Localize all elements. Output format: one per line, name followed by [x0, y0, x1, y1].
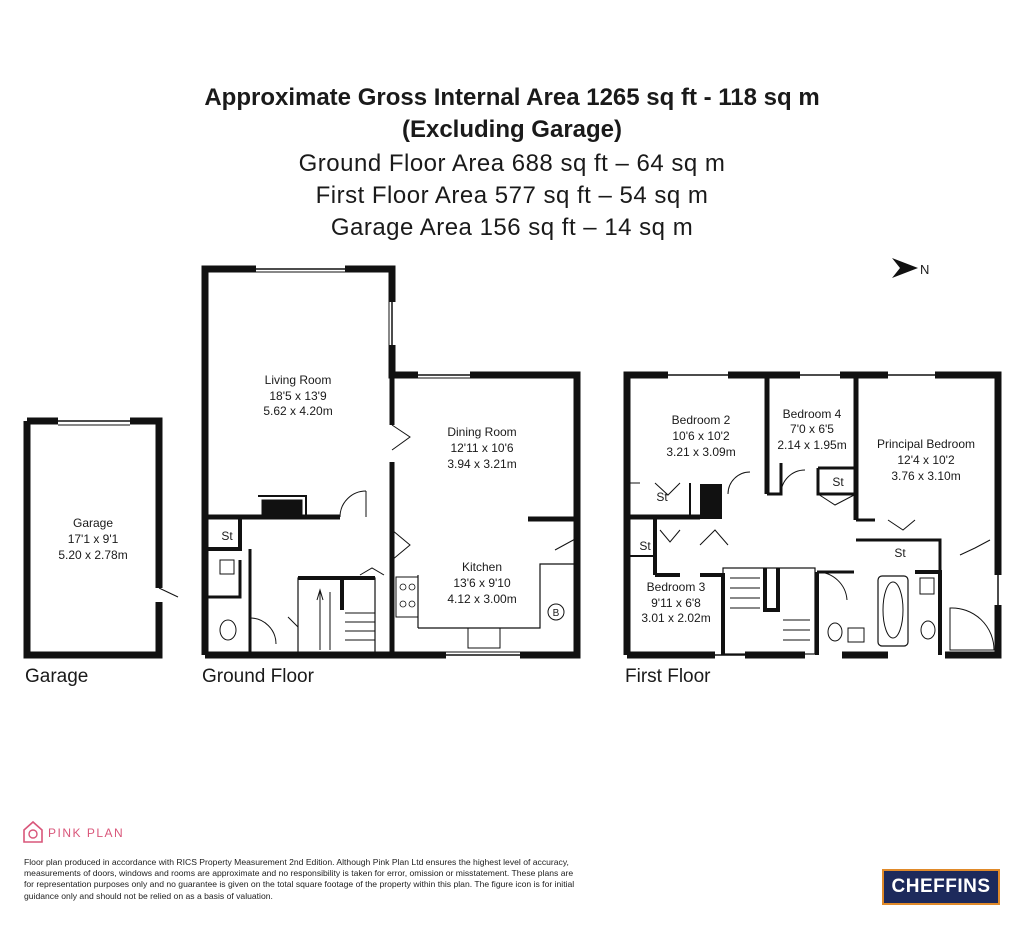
bedroom4-name: Bedroom 4 — [782, 407, 842, 421]
excluding-garage-note: (Excluding Garage) — [401, 116, 623, 143]
bedroom2-name: Bedroom 2 — [671, 413, 731, 427]
garage-area: Garage Area 156 sq ft – 14 sq m — [330, 214, 694, 241]
bedroom4-metric: 2.14 x 1.95m — [777, 438, 847, 452]
storage-label-ground: St — [221, 529, 233, 543]
storage-label-bed3: St — [639, 539, 651, 553]
garage-floor-label: Garage — [25, 666, 89, 687]
storage-label-bed4: St — [832, 475, 844, 489]
ground-floor-label: Ground Floor — [202, 666, 314, 687]
room-labels — [58, 373, 975, 625]
gross-area-title: Approximate Gross Internal Area 1265 sq ft - 118 sq m — [204, 84, 820, 111]
dining-room-metric: 3.94 x 3.21m — [447, 457, 517, 471]
principal-bedroom-imperial: 12'4 x 10'2 — [897, 453, 955, 467]
kitchen-name: Kitchen — [461, 560, 503, 574]
dining-room-imperial: 12'11 x 10'6 — [450, 441, 514, 455]
bedroom2-metric: 3.21 x 3.09m — [666, 445, 736, 459]
bedroom2-imperial: 10'6 x 10'2 — [672, 429, 730, 443]
dining-room-name: Dining Room — [447, 425, 517, 439]
pink-plan-brand: PINK PLAN — [48, 826, 125, 840]
storage-label-principal: St — [894, 546, 906, 560]
pink-plan-logo-icon — [22, 820, 44, 844]
ground-floor-plan — [205, 269, 577, 655]
cheffins-logo: CHEFFINS — [882, 869, 1000, 905]
bedroom3-imperial: 9'11 x 6'8 — [651, 596, 701, 610]
boiler-label: B — [552, 608, 560, 619]
kitchen-metric: 4.12 x 3.00m — [447, 592, 517, 606]
first-floor-area: First Floor Area 577 sq ft – 54 sq m — [315, 182, 709, 209]
living-room-metric: 5.62 x 4.20m — [263, 404, 333, 418]
bedroom3-metric: 3.01 x 2.02m — [641, 611, 711, 625]
garage-room-name: Garage — [72, 516, 114, 530]
living-room-imperial: 18'5 x 13'9 — [269, 389, 327, 403]
kitchen-imperial: 13'6 x 9'10 — [453, 576, 511, 590]
disclaimer-text: Floor plan produced in accordance with RICS Property Measurement 2nd Edition. Although Pink Plan Ltd ensures the highest level of accuracy, measurements of doors, windows and rooms are approximate and no responsibility is taken for error, omission or misstatement. These plans are for representation purposes only and no guarantee is given on the total square footage of the property within this plan. The figure icon is for initial guidance only and should not be relied on as a basis of valuation. — [24, 857, 575, 901]
bedroom3-name: Bedroom 3 — [646, 580, 706, 594]
principal-bedroom-name: Principal Bedroom — [876, 437, 976, 451]
north-label: N — [920, 262, 930, 277]
living-room-name: Living Room — [264, 373, 332, 387]
bedroom4-imperial: 7'0 x 6'5 — [790, 422, 834, 436]
principal-bedroom-metric: 3.76 x 3.10m — [891, 469, 961, 483]
first-floor-label: First Floor — [625, 666, 711, 687]
ground-floor-area: Ground Floor Area 688 sq ft – 64 sq m — [298, 150, 726, 177]
storage-label-bed2: St — [656, 490, 668, 504]
garage-room-imperial: 17'1 x 9'1 — [67, 532, 119, 546]
garage-room-metric: 5.20 x 2.78m — [58, 548, 128, 562]
